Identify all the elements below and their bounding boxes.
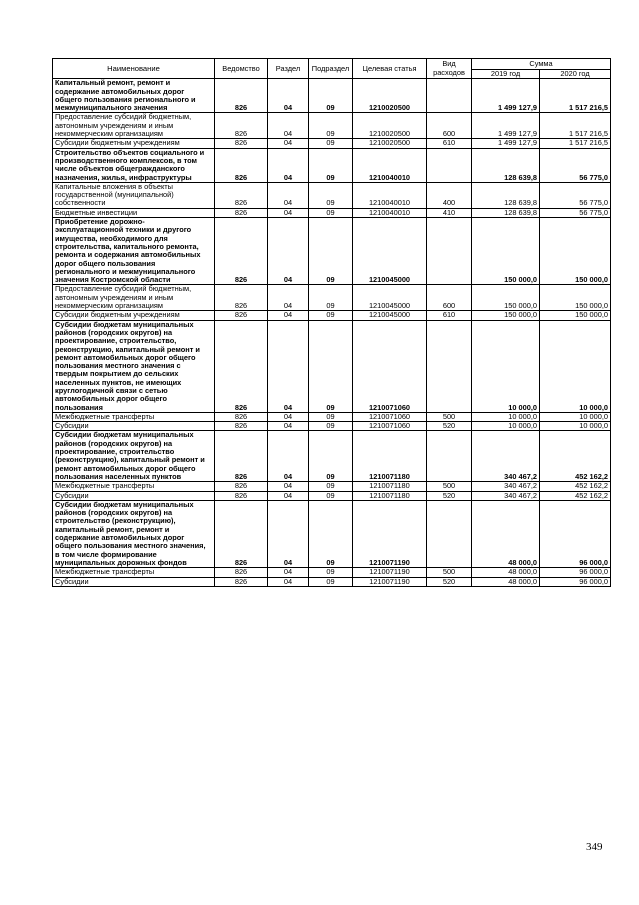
- cell-razdel: 04: [268, 491, 309, 500]
- cell-razdel: 04: [268, 320, 309, 412]
- table-row: [53, 500, 611, 567]
- cell-name: Субсидии: [53, 577, 215, 586]
- cell-vedomstvo: 826: [215, 79, 268, 113]
- cell-vedomstvo: 826: [215, 139, 268, 148]
- cell-name: Субсидии бюджетам муниципальных районов (городских округов) на проектирование, строительство (реконструкцию), капитальный ремонт и ремонт автомобильных дорог общего пользования населенных пунктов: [53, 431, 215, 482]
- cell-vid-rashodov: 610: [427, 139, 472, 148]
- header-vedomstvo: Ведомство: [215, 59, 268, 79]
- cell-sum-2019: 128 639,8: [472, 208, 540, 217]
- cell-vid-rashodov: 600: [427, 285, 472, 311]
- cell-razdel: 04: [268, 113, 309, 139]
- cell-vedomstvo: 826: [215, 218, 268, 285]
- cell-sum-2020: 1 517 216,5: [540, 139, 611, 148]
- cell-vedomstvo: 826: [215, 431, 268, 482]
- table-row: [53, 577, 611, 586]
- cell-vedomstvo: 826: [215, 577, 268, 586]
- cell-podrazdel: 09: [309, 482, 353, 491]
- cell-sum-2020: 10 000,0: [540, 320, 611, 412]
- cell-tselevaya-statya: 1210071180: [353, 482, 427, 491]
- cell-podrazdel: 09: [309, 568, 353, 577]
- cell-name: Бюджетные инвестиции: [53, 208, 215, 217]
- cell-podrazdel: 09: [309, 208, 353, 217]
- cell-vid-rashodov: [427, 148, 472, 182]
- cell-vedomstvo: 826: [215, 491, 268, 500]
- cell-sum-2019: 1 499 127,9: [472, 139, 540, 148]
- cell-vedomstvo: 826: [215, 113, 268, 139]
- cell-vid-rashodov: 500: [427, 568, 472, 577]
- cell-tselevaya-statya: 1210071060: [353, 422, 427, 431]
- cell-sum-2020: 96 000,0: [540, 577, 611, 586]
- cell-tselevaya-statya: 1210040010: [353, 148, 427, 182]
- cell-podrazdel: 09: [309, 285, 353, 311]
- page-number: 349: [586, 841, 603, 853]
- cell-tselevaya-statya: 1210020500: [353, 79, 427, 113]
- cell-razdel: 04: [268, 182, 309, 208]
- cell-sum-2020: 96 000,0: [540, 500, 611, 567]
- cell-podrazdel: 09: [309, 311, 353, 320]
- cell-sum-2020: 150 000,0: [540, 311, 611, 320]
- cell-razdel: 04: [268, 422, 309, 431]
- cell-vedomstvo: 826: [215, 500, 268, 567]
- cell-name: Субсидии бюджетам муниципальных районов (городских округов) на проектирование, строительство, реконструкцию, капитальный ремонт и ремонт автомобильных дорог общего пользования местного значения с твердым покрытием до сельских населенных пунктов, не имеющих круглогодичной связи с сетью автомобильных дорог общего пользования: [53, 320, 215, 412]
- cell-name: Капитальные вложения в объекты государственной (муниципальной) собственности: [53, 182, 215, 208]
- cell-sum-2019: 340 467,2: [472, 431, 540, 482]
- cell-razdel: 04: [268, 139, 309, 148]
- cell-tselevaya-statya: 1210071190: [353, 500, 427, 567]
- cell-sum-2019: 150 000,0: [472, 218, 540, 285]
- table-header: [53, 59, 611, 79]
- cell-name: Субсидии: [53, 422, 215, 431]
- cell-sum-2019: 1 499 127,9: [472, 113, 540, 139]
- cell-sum-2020: 452 162,2: [540, 491, 611, 500]
- table-row: [53, 568, 611, 577]
- cell-vedomstvo: 826: [215, 311, 268, 320]
- cell-razdel: 04: [268, 482, 309, 491]
- cell-sum-2020: 56 775,0: [540, 182, 611, 208]
- cell-name: Предоставление субсидий бюджетным, автономным учреждениям и иным некоммерческим организациям: [53, 285, 215, 311]
- cell-vid-rashodov: 500: [427, 412, 472, 421]
- cell-vedomstvo: 826: [215, 208, 268, 217]
- cell-name: Межбюджетные трансферты: [53, 412, 215, 421]
- cell-razdel: 04: [268, 500, 309, 567]
- cell-sum-2019: 1 499 127,9: [472, 79, 540, 113]
- cell-sum-2019: 340 467,2: [472, 482, 540, 491]
- cell-razdel: 04: [268, 218, 309, 285]
- cell-vedomstvo: 826: [215, 320, 268, 412]
- cell-name: Предоставление субсидий бюджетным, автономным учреждениям и иным некоммерческим организациям: [53, 113, 215, 139]
- cell-podrazdel: 09: [309, 79, 353, 113]
- cell-podrazdel: 09: [309, 320, 353, 412]
- cell-podrazdel: 09: [309, 577, 353, 586]
- cell-vedomstvo: 826: [215, 182, 268, 208]
- cell-vid-rashodov: 520: [427, 422, 472, 431]
- cell-podrazdel: 09: [309, 113, 353, 139]
- cell-vid-rashodov: [427, 320, 472, 412]
- cell-tselevaya-statya: 1210045000: [353, 218, 427, 285]
- table-row: [53, 139, 611, 148]
- cell-tselevaya-statya: 1210020500: [353, 113, 427, 139]
- cell-vedomstvo: 826: [215, 422, 268, 431]
- cell-razdel: 04: [268, 311, 309, 320]
- cell-vid-rashodov: 410: [427, 208, 472, 217]
- cell-vid-rashodov: [427, 431, 472, 482]
- cell-tselevaya-statya: 1210020500: [353, 139, 427, 148]
- cell-tselevaya-statya: 1210071180: [353, 431, 427, 482]
- cell-vedomstvo: 826: [215, 285, 268, 311]
- header-2020: 2020 год: [540, 70, 611, 79]
- cell-podrazdel: 09: [309, 139, 353, 148]
- cell-vid-rashodov: 520: [427, 577, 472, 586]
- table-row: [53, 491, 611, 500]
- cell-razdel: 04: [268, 568, 309, 577]
- cell-razdel: 04: [268, 79, 309, 113]
- cell-tselevaya-statya: 1210040010: [353, 208, 427, 217]
- header-podrazdel: Подраздел: [309, 59, 353, 79]
- cell-sum-2020: 150 000,0: [540, 285, 611, 311]
- cell-sum-2020: 452 162,2: [540, 431, 611, 482]
- cell-vedomstvo: 826: [215, 568, 268, 577]
- cell-podrazdel: 09: [309, 182, 353, 208]
- cell-podrazdel: 09: [309, 431, 353, 482]
- header-summa: Сумма: [472, 59, 611, 70]
- cell-sum-2020: 56 775,0: [540, 208, 611, 217]
- cell-name: Межбюджетные трансферты: [53, 482, 215, 491]
- cell-sum-2019: 48 000,0: [472, 577, 540, 586]
- table-row: [53, 182, 611, 208]
- cell-sum-2020: 452 162,2: [540, 482, 611, 491]
- cell-sum-2020: 1 517 216,5: [540, 113, 611, 139]
- cell-tselevaya-statya: 1210071060: [353, 412, 427, 421]
- cell-vid-rashodov: 600: [427, 113, 472, 139]
- cell-vid-rashodov: [427, 500, 472, 567]
- cell-sum-2019: 128 639,8: [472, 148, 540, 182]
- cell-vid-rashodov: 520: [427, 491, 472, 500]
- cell-podrazdel: 09: [309, 148, 353, 182]
- cell-tselevaya-statya: 1210045000: [353, 311, 427, 320]
- cell-razdel: 04: [268, 412, 309, 421]
- cell-sum-2020: 10 000,0: [540, 422, 611, 431]
- table-row: [53, 482, 611, 491]
- table-row: [53, 431, 611, 482]
- cell-sum-2019: 10 000,0: [472, 412, 540, 421]
- header-name: Наименование: [53, 59, 215, 79]
- cell-podrazdel: 09: [309, 422, 353, 431]
- cell-podrazdel: 09: [309, 491, 353, 500]
- table-row: [53, 285, 611, 311]
- cell-sum-2019: 340 467,2: [472, 491, 540, 500]
- cell-tselevaya-statya: 1210071060: [353, 320, 427, 412]
- cell-tselevaya-statya: 1210071180: [353, 491, 427, 500]
- table-row: [53, 148, 611, 182]
- cell-sum-2020: 1 517 216,5: [540, 79, 611, 113]
- budget-table: [52, 58, 611, 587]
- cell-sum-2019: 150 000,0: [472, 311, 540, 320]
- cell-name: Строительство объектов социального и производственного комплексов, в том числе объектов общегражданского назначения, жилья, инфраструктуры: [53, 148, 215, 182]
- table-row: [53, 79, 611, 113]
- cell-tselevaya-statya: 1210071190: [353, 568, 427, 577]
- cell-vid-rashodov: [427, 218, 472, 285]
- cell-name: Субсидии бюджетным учреждениям: [53, 139, 215, 148]
- cell-vedomstvo: 826: [215, 148, 268, 182]
- cell-name: Субсидии: [53, 491, 215, 500]
- cell-razdel: 04: [268, 285, 309, 311]
- cell-sum-2020: 56 775,0: [540, 148, 611, 182]
- cell-name: Субсидии бюджетам муниципальных районов (городских округов) на строительство (реконструкцию), капитальный ремонт, ремонт и содержание автомобильных дорог общего пользования местного значения, в том числе формирование муниципальных дорожных фондов: [53, 500, 215, 567]
- table-row: [53, 320, 611, 412]
- cell-sum-2020: 150 000,0: [540, 218, 611, 285]
- cell-razdel: 04: [268, 148, 309, 182]
- cell-sum-2019: 10 000,0: [472, 422, 540, 431]
- cell-name: Капитальный ремонт, ремонт и содержание автомобильных дорог общего пользования регионального и межмуниципального значения: [53, 79, 215, 113]
- cell-razdel: 04: [268, 208, 309, 217]
- table-row: [53, 218, 611, 285]
- cell-sum-2019: 10 000,0: [472, 320, 540, 412]
- cell-vedomstvo: 826: [215, 482, 268, 491]
- cell-vedomstvo: 826: [215, 412, 268, 421]
- cell-vid-rashodov: [427, 79, 472, 113]
- header-2019: 2019 год: [472, 70, 540, 79]
- cell-podrazdel: 09: [309, 500, 353, 567]
- cell-name: Приобретение дорожно-эксплуатационной техники и другого имущества, необходимого для строительства, капитального ремонта, ремонта и содержания автомобильных дорог общего пользования регионального и межмуниципального значения Костромской области: [53, 218, 215, 285]
- cell-vid-rashodov: 500: [427, 482, 472, 491]
- cell-sum-2019: 48 000,0: [472, 568, 540, 577]
- cell-sum-2019: 150 000,0: [472, 285, 540, 311]
- cell-tselevaya-statya: 1210071190: [353, 577, 427, 586]
- cell-vid-rashodov: 610: [427, 311, 472, 320]
- header-vid-rashodov: Вид расходов: [427, 59, 472, 79]
- cell-podrazdel: 09: [309, 218, 353, 285]
- cell-sum-2020: 10 000,0: [540, 412, 611, 421]
- cell-name: Субсидии бюджетным учреждениям: [53, 311, 215, 320]
- cell-podrazdel: 09: [309, 412, 353, 421]
- cell-sum-2020: 96 000,0: [540, 568, 611, 577]
- cell-razdel: 04: [268, 577, 309, 586]
- table-body: [53, 79, 611, 587]
- cell-sum-2019: 128 639,8: [472, 182, 540, 208]
- cell-tselevaya-statya: 1210040010: [353, 182, 427, 208]
- header-tselevaya-statya: Целевая статья: [353, 59, 427, 79]
- cell-name: Межбюджетные трансферты: [53, 568, 215, 577]
- cell-sum-2019: 48 000,0: [472, 500, 540, 567]
- cell-tselevaya-statya: 1210045000: [353, 285, 427, 311]
- header-razdel: Раздел: [268, 59, 309, 79]
- cell-vid-rashodov: 400: [427, 182, 472, 208]
- table-row: [53, 311, 611, 320]
- table-row: [53, 113, 611, 139]
- cell-razdel: 04: [268, 431, 309, 482]
